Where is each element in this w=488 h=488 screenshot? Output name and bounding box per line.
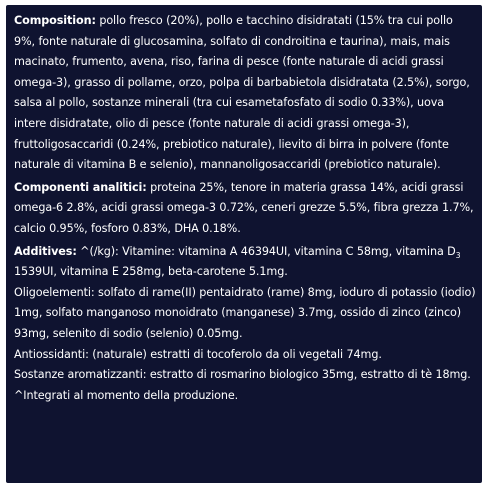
- flavourings-text: Sostanze aromatizzanti: estratto di rosmarino biologico 35mg, estratto di tè 18mg. ^Integrati al momento della produzione.: [14, 368, 471, 402]
- analytical-components-heading: Componenti analitici:: [14, 180, 147, 194]
- ingredient-label-panel: [6, 5, 482, 483]
- vitamin-d3-subscript: 3: [455, 250, 461, 260]
- analytical-components-section: [14, 178, 476, 240]
- additives-vitamins-text-continued: 1539UI, vitamina E 258mg, beta-carotene 5.1mg.: [14, 265, 288, 279]
- composition-section: [14, 11, 476, 176]
- antioxidants-text: Antiossidanti: (naturale) estratti di tocoferolo da oli vegetali 74mg.: [14, 347, 382, 361]
- additives-vitamins-text: ^(/kg): Vitamine: vitamina A 46394UI, vitamina C 58mg, vitamina D: [76, 244, 456, 258]
- composition-text: pollo fresco (20%), pollo e tacchino disidratati (15% tra cui pollo 9%, fonte naturale di glucosamina, solfato di condroitina e taurina), mais, mais macinato, frumento, avena, riso, farina di pesce (fonte naturale di acidi grassi omega-3), grasso di pollame, orzo, polpa di barbabietola disidratata (2.5%), sorgo, salsa al pollo, sostanze minerali (tra cui esametafosfato di sodio 0.33%), uova intere disidratate, olio di pesce (fonte naturale di acidi grassi omega-3), fruttoligosaccaridi (0.24%, prebiotico naturale), lievito di birra in polvere (fonte naturale di vitamina B e selenio), mannanoligosaccaridi (prebiotico naturale).: [14, 14, 470, 172]
- trace-elements-text: Oligoelementi: solfato di rame(II) pentaidrato (rame) 8mg, ioduro di potassio (iodio) 1mg, solfato manganoso monoidrato (manganese) 3.7mg, ossido di zinco (zinco) 93mg, selenito di sodio (selenio) 0.05mg.: [14, 285, 476, 340]
- additives-section: [14, 242, 476, 407]
- additives-heading: Additives:: [14, 244, 77, 258]
- ingredient-label-text: [14, 11, 476, 408]
- composition-heading: Composition:: [14, 14, 96, 27]
- analytical-components-text: proteina 25%, tenore in materia grassa 14%, acidi grassi omega-6 2.8%, acidi grassi omega-3 0.72%, ceneri grezze 5.5%, fibra grezza 1.7%, calcio 0.95%, fosforo 0.83%, DHA 0.18%.: [14, 180, 474, 235]
